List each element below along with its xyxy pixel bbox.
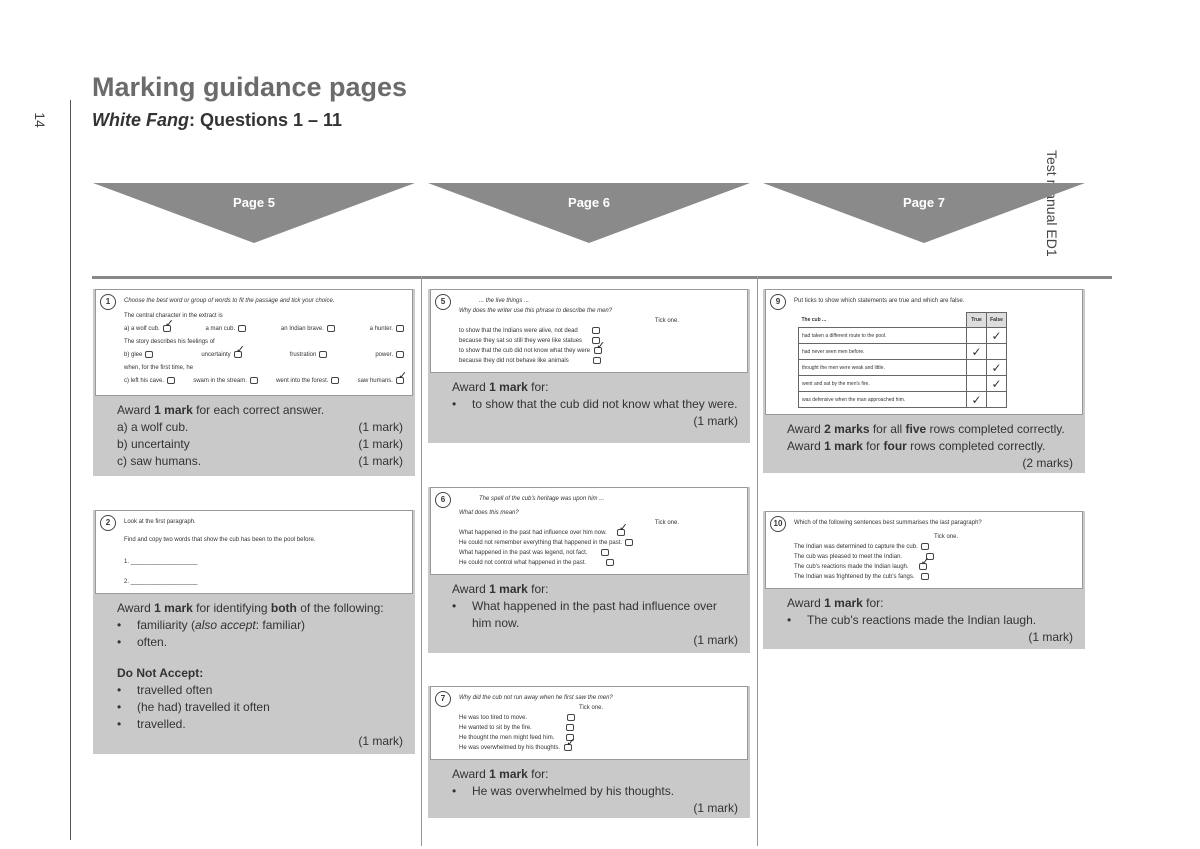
- question-number: 10: [770, 516, 786, 532]
- checkbox[interactable]: [145, 351, 153, 358]
- page-banner-label: Page 6: [568, 195, 610, 210]
- question-box: [95, 289, 413, 396]
- table-row: had taken a different route to the pool. ✓: [799, 328, 1007, 344]
- chevron-banner-icon: [93, 183, 415, 243]
- option-row: What happened in the past was legend, not fact.: [459, 548, 739, 558]
- marking-guidance: Award 1 mark for: • He was overwhelmed by his thoughts. (1 mark): [428, 760, 750, 818]
- question-prompt: Choose the best word or group of words to fit the passage and tick your choice.: [124, 298, 335, 304]
- option-row: He wanted to sit by the fire.: [459, 723, 739, 733]
- column-page-5: [93, 183, 415, 748]
- answer-row: a) a wolf cub. (1 mark): [117, 420, 403, 434]
- mark-value: (1 mark): [693, 414, 738, 428]
- question-card-10: [763, 511, 1085, 649]
- question-card-7: [428, 686, 750, 818]
- option-row: He thought the men might feed him.: [459, 733, 739, 743]
- option-row: The Indian was frightened by the cub's fangs.: [794, 572, 1074, 582]
- rejected-answer: • travelled.: [117, 716, 403, 733]
- rejected-answer: • travelled often: [117, 682, 403, 699]
- column-separator: [757, 276, 758, 846]
- checkbox[interactable]: [396, 325, 404, 332]
- checkbox[interactable]: [606, 559, 614, 566]
- checkbox[interactable]: [601, 549, 609, 556]
- tick-mark-icon[interactable]: ✓: [967, 392, 987, 408]
- question-box: [95, 510, 413, 594]
- option: power.: [375, 352, 393, 358]
- question-stem: The story describes his feelings of: [124, 339, 215, 345]
- checkbox[interactable]: [567, 714, 575, 721]
- marking-guidance: Award 2 marks for all five rows completed correctly. Award 1 mark for four rows completed correctly. (2 marks): [787, 422, 1073, 470]
- mark-value: (1 mark): [1028, 630, 1073, 644]
- question-number: 9: [770, 294, 786, 310]
- table-row: was defensive when the man approached him. ✓: [799, 392, 1007, 408]
- option: a man cub.: [205, 326, 236, 332]
- answer-row: b) uncertainty (1 mark): [117, 437, 403, 451]
- tick-mark-icon[interactable]: ✓: [987, 360, 1007, 376]
- question-quote: ... the live things ...: [479, 298, 530, 304]
- question-instruction: Find and copy two words that show the cub has been to the pool before.: [124, 537, 316, 543]
- option-row: a) a wolf cub.✓ a man cub. an Indian brave. a hunter.: [124, 324, 404, 334]
- option: an Indian brave.: [280, 326, 324, 332]
- chevron-banner-icon: [428, 183, 750, 243]
- option-row: to show that the Indians were alive, not dead: [459, 326, 739, 336]
- option: a hunter.: [369, 326, 393, 332]
- question-card-5: [428, 289, 750, 443]
- option: swam in the stream.: [193, 378, 247, 384]
- marking-guidance: Award 1 mark for each correct answer. a) a wolf cub. (1 mark) b) uncertainty (1 mark) c) saw humans. (1 mark): [117, 403, 403, 468]
- question-box: [765, 511, 1083, 589]
- tick-instruction: Tick one.: [579, 705, 604, 711]
- question-prompt: Which of the following sentences best summarises the last paragraph?: [794, 520, 982, 526]
- tick-mark-icon[interactable]: ✓: [967, 344, 987, 360]
- question-card-1: [93, 289, 415, 476]
- column-separator: [421, 276, 422, 846]
- question-stem: The central character in the extract is: [124, 313, 223, 319]
- question-prompt: Put ticks to show which statements are true and which are false.: [794, 298, 965, 304]
- option-row: The Indian was determined to capture the cub.: [794, 542, 1074, 552]
- page-banner-label: Page 5: [233, 195, 275, 210]
- book-title: White Fang: [92, 110, 189, 130]
- ticked-checkbox[interactable]: [919, 563, 927, 570]
- ticked-checkbox[interactable]: [234, 351, 242, 358]
- accepted-answer: • to show that the cub did not know what they were.: [452, 396, 738, 413]
- ticked-checkbox[interactable]: [594, 347, 602, 354]
- checkbox[interactable]: [921, 543, 929, 550]
- answer-row: c) saw humans. (1 mark): [117, 454, 403, 468]
- subtitle-rest: : Questions 1 – 11: [189, 110, 343, 130]
- tick-mark-icon[interactable]: ✓: [987, 376, 1007, 392]
- table-row: thought the men were weak and little. ✓: [799, 360, 1007, 376]
- option-row: because they sat so still they were like statues: [459, 336, 739, 346]
- header-divider: [92, 276, 1112, 279]
- page-title: Marking guidance pages: [92, 72, 408, 102]
- option: uncertainty: [201, 352, 231, 358]
- accepted-answer: • often.: [117, 634, 403, 651]
- option-row: He was overwhelmed by his thoughts.✓: [459, 743, 739, 753]
- question-number: 7: [435, 691, 451, 707]
- checkbox[interactable]: [167, 377, 175, 384]
- option-row: He could not control what happened in the past.: [459, 558, 739, 568]
- table-row: went and sat by the men's fire. ✓: [799, 376, 1007, 392]
- question-number: 2: [100, 515, 116, 531]
- tick-instruction: Tick one.: [654, 520, 679, 526]
- option: left his cave.: [130, 378, 165, 384]
- question-number: 1: [100, 294, 116, 310]
- ticked-checkbox[interactable]: [163, 325, 171, 332]
- accepted-answer: • He was overwhelmed by his thoughts.: [452, 783, 738, 800]
- table-row: had never seen men before. ✓: [799, 344, 1007, 360]
- question-stem: when, for the first time, he: [124, 365, 194, 371]
- answer-line: 1. ____________________: [124, 559, 198, 565]
- option-row: He could not remember everything that happened in the past.: [459, 538, 739, 548]
- question-prompt: What does this mean?: [459, 510, 519, 516]
- question-prompt: Why does the writer use this phrase to describe the men?: [459, 308, 613, 314]
- question-box: [430, 289, 748, 373]
- answer-line: 2. ____________________: [124, 579, 198, 585]
- checkbox[interactable]: [250, 377, 258, 384]
- mark-value: (2 marks): [1022, 456, 1073, 470]
- column-header-false: False: [987, 313, 1007, 328]
- tick-instruction: Tick one.: [934, 534, 959, 540]
- question-number: 5: [435, 294, 451, 310]
- option: went into the forest.: [276, 378, 329, 384]
- question-box: [765, 289, 1083, 415]
- checkbox[interactable]: [566, 724, 574, 731]
- checkbox[interactable]: [327, 325, 335, 332]
- checkbox[interactable]: [625, 539, 633, 546]
- option: a wolf cub.: [131, 326, 160, 332]
- mark-value: (1 mark): [693, 633, 738, 647]
- option-row: The cub was pleased to meet the Indian.: [794, 552, 1074, 562]
- page-banner: [428, 183, 750, 243]
- question-card-2: [93, 510, 415, 754]
- question-box: [430, 487, 748, 575]
- page-banner-label: Page 7: [903, 195, 945, 210]
- true-false-table: [798, 312, 1007, 408]
- do-not-accept-heading: Do Not Accept:: [117, 666, 204, 680]
- rejected-answer: • (he had) travelled it often: [117, 699, 403, 716]
- tick-instruction: Tick one.: [654, 318, 679, 324]
- checkbox[interactable]: [592, 327, 600, 334]
- question-box: [430, 686, 748, 760]
- option-row: He was too tired to move.: [459, 713, 739, 723]
- option-row: b) glee uncertainty✓ frustration power.: [124, 350, 404, 360]
- mark-value: (1 mark): [693, 801, 738, 815]
- ticked-checkbox[interactable]: [617, 529, 625, 536]
- mark-value: (1 mark): [358, 734, 403, 748]
- option-row: to show that the cub did not know what they were✓: [459, 346, 739, 356]
- marking-guidance: Award 1 mark for: • to show that the cub did not know what they were. (1 mark): [428, 373, 750, 443]
- column-page-7: [763, 183, 1085, 644]
- table-stem: The cub ...: [801, 316, 827, 323]
- marking-guidance: Award 1 mark for: • What happened in the past had influence over him now. (1 mark): [428, 575, 750, 653]
- page-number: 14: [31, 112, 48, 128]
- marking-guidance: Award 1 mark for identifying both of the following: • familiarity (also accept: familiar) • often. Do Not Accept: • travelled often • (he had) travelled it often • travelled. (1 mark): [93, 594, 415, 754]
- option: glee: [131, 352, 143, 358]
- accepted-answer: • What happened in the past had influence over him now.: [452, 598, 738, 632]
- marking-guidance: Award 1 mark for: • The cub's reactions made the Indian laugh. (1 mark): [763, 589, 1085, 649]
- question-number: 6: [435, 492, 451, 508]
- question-card-9: [763, 289, 1085, 473]
- column-header-true: True: [967, 313, 987, 328]
- ticked-checkbox[interactable]: [396, 377, 404, 384]
- checkbox[interactable]: [331, 377, 339, 384]
- checkbox[interactable]: [396, 351, 404, 358]
- option: saw humans.: [357, 378, 393, 384]
- checkbox[interactable]: [238, 325, 246, 332]
- option-row: The cub's reactions made the Indian laugh.✓: [794, 562, 1074, 572]
- page-banner: [93, 183, 415, 243]
- checkbox[interactable]: [921, 573, 929, 580]
- question-prompt: Why did the cub not run away when he first saw the men?: [459, 695, 613, 701]
- page-subtitle: [92, 110, 342, 131]
- side-running-title: Test manual ED1: [1044, 150, 1060, 257]
- question-prompt: Look at the first paragraph.: [124, 519, 196, 525]
- option-row: What happened in the past had influence over him now.✓: [459, 528, 739, 538]
- tick-mark-icon[interactable]: ✓: [987, 328, 1007, 344]
- accepted-answer: • familiarity (also accept: familiar): [117, 617, 403, 634]
- accepted-answer: • The cub's reactions made the Indian laugh.: [787, 612, 1073, 629]
- question-quote: The spell of the cub's heritage was upon him ...: [479, 496, 605, 502]
- question-card-6: [428, 487, 750, 653]
- ticked-checkbox[interactable]: [564, 744, 572, 751]
- option-row: because they did not behave like animals: [459, 356, 739, 366]
- checkbox[interactable]: [319, 351, 327, 358]
- chevron-banner-icon: [763, 183, 1085, 243]
- margin-rule: [70, 100, 71, 840]
- option: frustration: [289, 352, 317, 358]
- option-row: c) left his cave. swam in the stream. went into the forest. saw humans.✓: [124, 376, 404, 386]
- checkbox[interactable]: [593, 357, 601, 364]
- column-page-6: [428, 183, 750, 815]
- page-banner: [763, 183, 1085, 243]
